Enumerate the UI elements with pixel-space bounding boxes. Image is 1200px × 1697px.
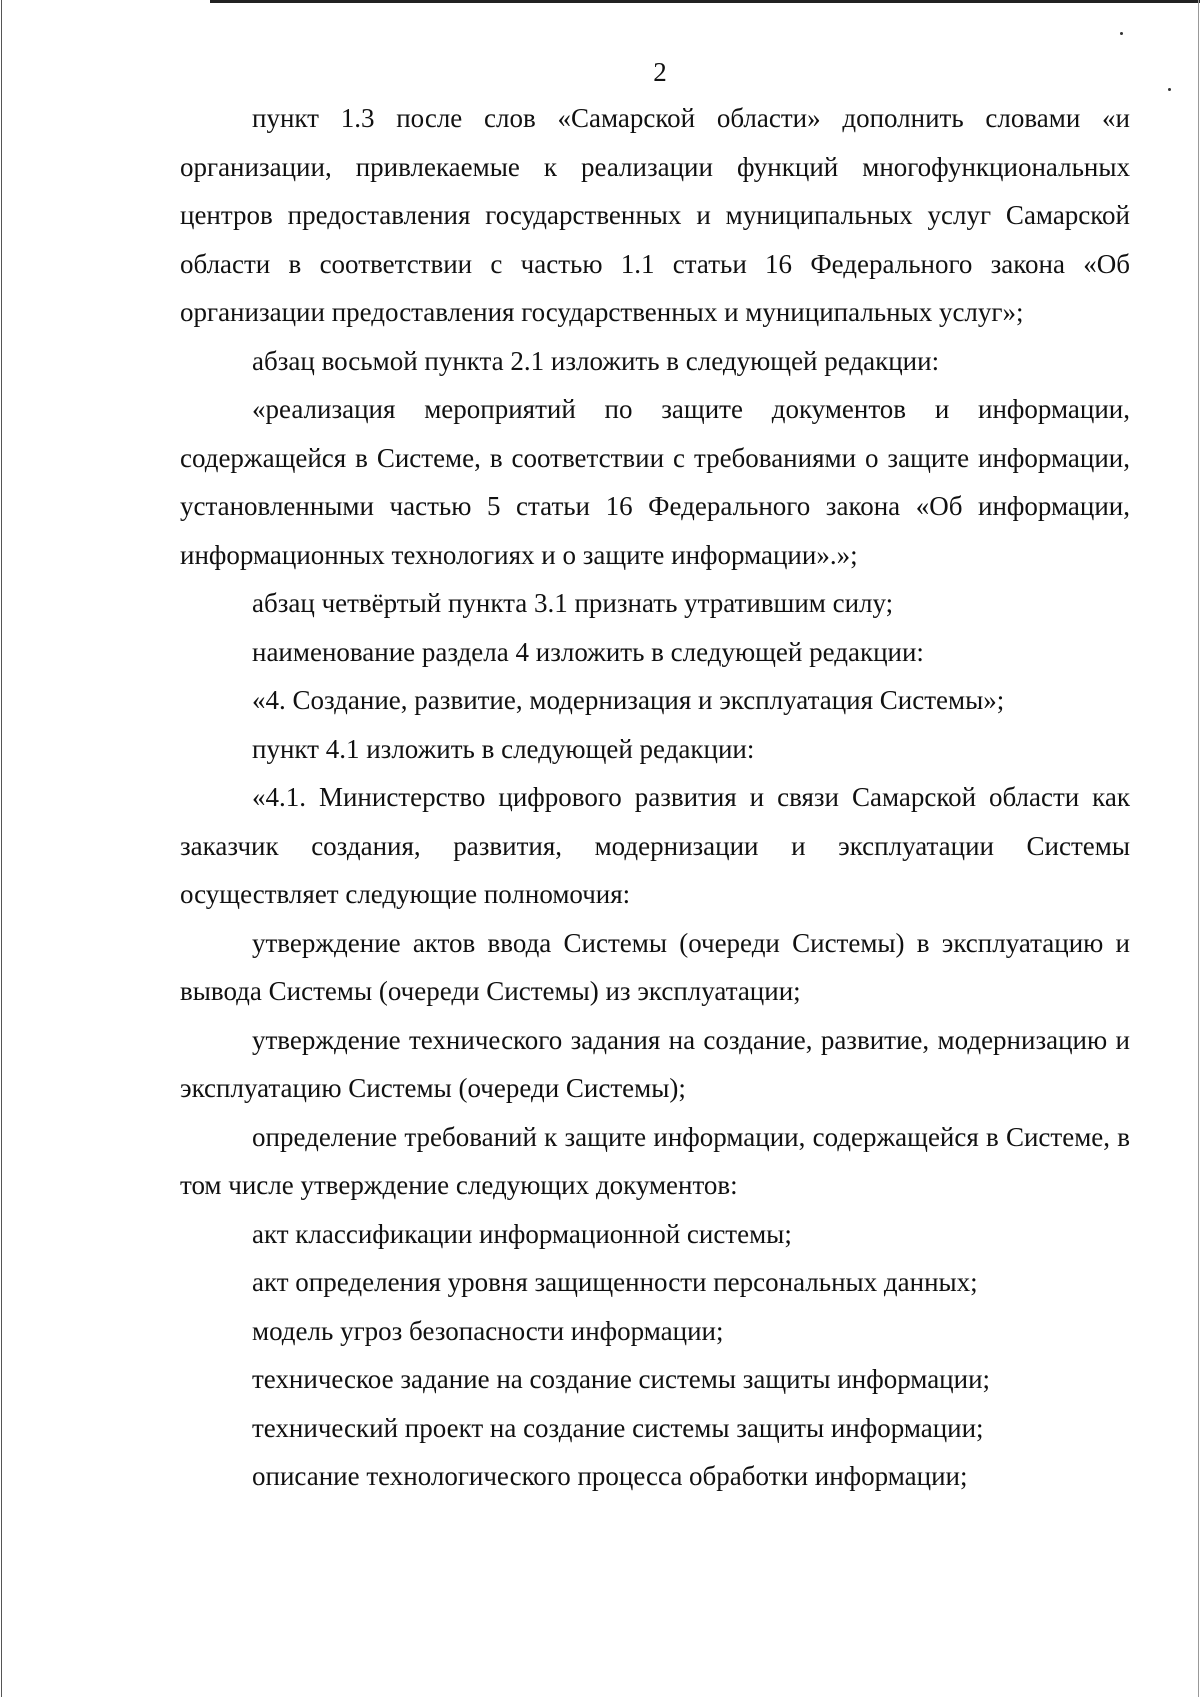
document-body [180, 94, 1130, 1501]
paragraph: наименование раздела 4 изложить в следующей редакции: [252, 636, 924, 667]
paragraph: «реализация мероприятий по защите документов и информации, содержащейся в Системе, в соответствии с требованиями о защите информации, установленными частью 5 статьи 16 Федерального закона «Об информации, информационных технологиях и о защите информации».»; [180, 394, 1130, 570]
left-scan-edge [1, 0, 2, 1697]
paragraph: акт определения уровня защищенности персональных данных; [252, 1267, 978, 1297]
paragraph: акт классификации информационной системы; [252, 1218, 792, 1249]
paragraph: утверждение актов ввода Системы (очереди Системы) в эксплуатацию и вывода Системы (очереди Системы) из эксплуатации; [180, 927, 1130, 1006]
paragraph: «4.1. Министерство цифрового развития и связи Самарской области как заказчик создания, развития, модернизации и эксплуатации Системы осуществляет следующие полномочия: [180, 782, 1130, 909]
paragraph: пункт 4.1 изложить в следующей редакции: [252, 733, 755, 764]
page-number: 2 [653, 57, 667, 87]
paragraph: описание технологического процесса обработки информации; [252, 1461, 968, 1491]
paragraph: техническое задание на создание системы защиты информации; [252, 1364, 991, 1394]
paragraph: абзац восьмой пункта 2.1 изложить в следующей редакции: [252, 345, 940, 376]
paragraph: определение требований к защите информации, содержащейся в Системе, в том числе утверждение следующих документов: [180, 1121, 1130, 1200]
paragraph: модель угроз безопасности информации; [252, 1315, 724, 1346]
scan-speck [1120, 32, 1123, 35]
paragraph: «4. Создание, развитие, модернизация и эксплуатация Системы»; [252, 685, 1005, 715]
paragraph: технический проект на создание системы защиты информации; [252, 1412, 984, 1443]
paragraph: пункт 1.3 после слов «Самарской области» дополнить словами «и организации, привлекаемые к реализации функций многофункциональных центров предоставления государственных и муниципальных услуг Самарской области в соответствии с частью 1.1 статьи 16 Федерального закона «Об организации предоставления государственных и муниципальных услуг»; [180, 103, 1130, 327]
right-scan-edge [1198, 0, 1199, 1697]
paragraph: абзац четвёртый пункта 3.1 признать утратившим силу; [252, 588, 894, 618]
top-edge-rule [210, 0, 1200, 3]
paragraph: утверждение технического задания на создание, развитие, модернизацию и эксплуатацию Системы (очереди Системы); [180, 1024, 1130, 1103]
